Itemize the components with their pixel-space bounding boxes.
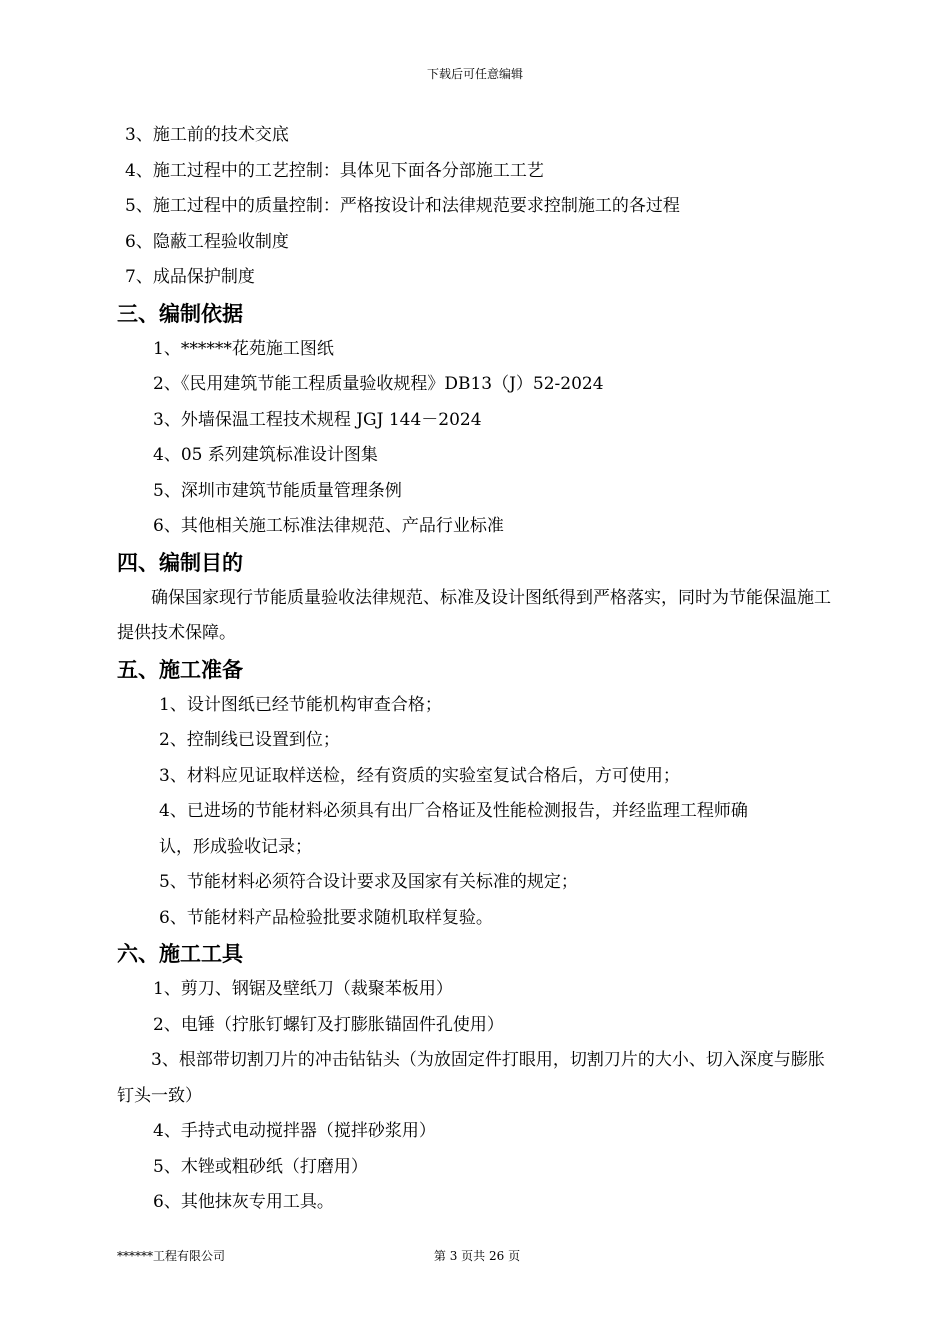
document-body — [117, 118, 837, 1221]
list-item: 3、施工前的技术交底 — [125, 125, 289, 145]
list-item: 1、******花苑施工图纸 — [153, 338, 334, 359]
list-item: 2、控制线已设置到位； — [159, 730, 340, 750]
list-item: 2、电锤（拧胀钉螺钉及打膨胀锚固件孔使用） — [153, 1014, 504, 1035]
page-header: 下载后可任意编辑 — [426, 67, 523, 81]
list-item: 3、外墙保温工程技术规程 JGJ 144－2024 — [153, 409, 482, 430]
list-item: 5、深圳市建筑节能质量管理条例 — [153, 480, 402, 501]
list-item: 6、节能材料产品检验批要求随机取样复验。 — [159, 907, 493, 928]
list-item: 6、隐蔽工程验收制度 — [125, 231, 289, 252]
list-item: 4、已进场的节能材料必须具有出厂合格证及性能检测报告，并经监理工程师确 — [159, 801, 748, 821]
list-item: 4、施工过程中的工艺控制：具体见下面各分部施工工艺 — [125, 160, 544, 181]
purpose-paragraph: 确保国家现行节能质量验收法律规范、标准及设计图纸得到严格落实，同时为节能保温施工提供技术保障。 — [117, 587, 831, 643]
list-item: 4、手持式电动搅拌器（搅拌砂浆用） — [153, 1121, 436, 1141]
footer-page-number: 第 3 页共 26 页 — [433, 1249, 521, 1263]
section-heading-basis: 三、编制依据 — [117, 301, 243, 326]
list-item-continuation: 认，形成验收记录； — [159, 836, 312, 857]
list-item: 5、节能材料必须符合设计要求及国家有关标准的规定； — [159, 872, 578, 892]
list-item-wrapped: 3、根部带切割刀片的冲击钻钻头（为放固定件打眼用，切割刀片的大小、切入深度与膨胀钉头一致） — [117, 1050, 825, 1106]
section-heading-preparation: 五、施工准备 — [117, 657, 243, 682]
list-item: 6、其他相关施工标准法律规范、产品行业标准 — [153, 516, 504, 536]
list-item: 5、施工过程中的质量控制：严格按设计和法律规范要求控制施工的各过程 — [125, 196, 680, 216]
list-item: 7、成品保护制度 — [125, 267, 255, 287]
list-item: 1、设计图纸已经节能机构审查合格； — [159, 694, 442, 715]
section-heading-tools: 六、施工工具 — [117, 942, 243, 966]
list-item: 6、其他抹灰专用工具。 — [153, 1192, 334, 1212]
list-item: 2、《民用建筑节能工程质量验收规程》DB13（J）52-2024 — [153, 374, 604, 394]
list-item: 1、剪刀、钢锯及壁纸刀（裁聚苯板用） — [153, 979, 453, 999]
list-item: 4、05 系列建筑标准设计图集 — [153, 445, 378, 465]
list-item: 3、材料应见证取样送检，经有资质的实验室复试合格后，方可使用； — [159, 765, 680, 786]
footer-company: ******工程有限公司 — [117, 1249, 226, 1263]
list-item: 5、木锉或粗砂纸（打磨用） — [153, 1156, 368, 1177]
section-heading-purpose: 四、编制目的 — [117, 550, 243, 575]
